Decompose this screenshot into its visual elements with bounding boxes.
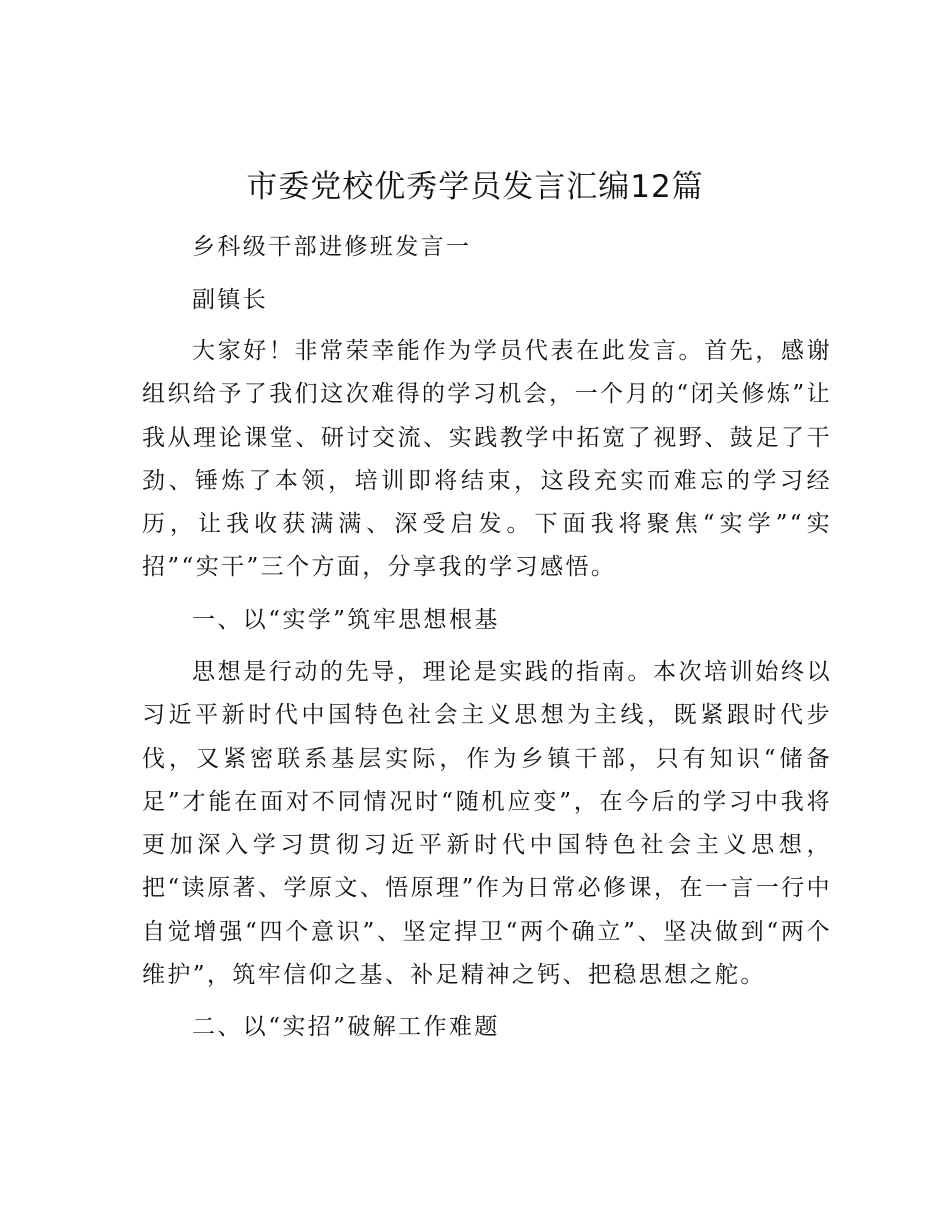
intro-paragraph: 大家好！非常荣幸能作为学员代表在此发言。首先，感谢组织给予了我们这次难得的学习机会，一个月的“闭关修炼”让我从理论课堂、研讨交流、实践教学中拓宽了视野、鼓足了干劲、锤炼了本领，培训即将结束，这段充实而难忘的学习经历，让我收获满满、深受启发。下面我将聚焦“实学”“实招”“实干”三个方面，分享我的学习感悟。 bbox=[142, 338, 832, 581]
section-body-1: 思想是行动的先导，理论是实践的指南。本次培训始终以习近平新时代中国特色社会主义思想为主线，既紧跟时代步伐，又紧密联系基层实际，作为乡镇干部，只有知识“储备足”才能在面对不同情况时“随机应变”，在今后的学习中我将更加深入学习贯彻习近平新时代中国特色社会主义思想，把“读原著、学原文、悟原理”作为日常必修课，在一言一行中自觉增强“四个意识”、坚定捍卫“两个确立”、坚决做到“两个维护”，筑牢信仰之基、补足精神之钙、把稳思想之舵。 bbox=[142, 659, 832, 989]
speaker-role: 副镇长 bbox=[192, 287, 269, 313]
document-subtitle: 乡科级干部进修班发言一 bbox=[192, 234, 472, 260]
section-heading-2: 二、以“实招”破解工作难题 bbox=[192, 1014, 500, 1040]
document-title: 市委党校优秀学员发言汇编12篇 bbox=[246, 169, 704, 205]
section-heading-1: 一、以“实学”筑牢思想根基 bbox=[192, 607, 500, 633]
